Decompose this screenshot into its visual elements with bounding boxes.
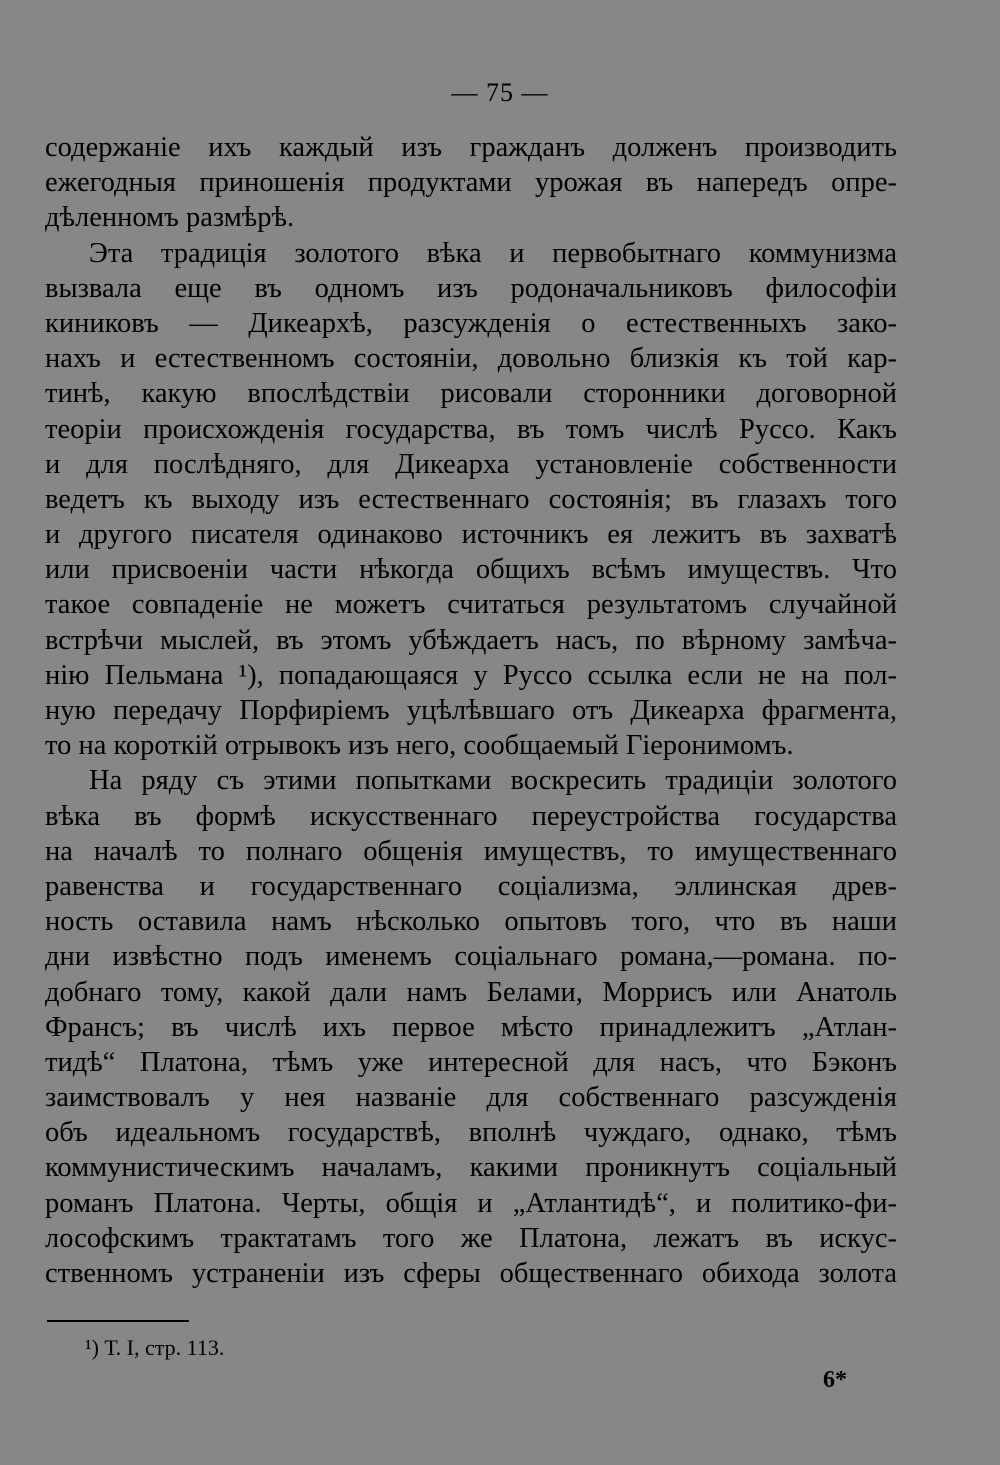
footnote: ¹) Т. I, стр. 113. xyxy=(85,1335,225,1360)
footnote-divider xyxy=(47,1320,189,1322)
text-line: ную передачу Порфиріемъ уцѣлѣвшаго отъ Дикеарха фрагмента, xyxy=(45,695,897,726)
text-line: дѣленномъ размѣрѣ. xyxy=(45,202,295,234)
text-line: и для послѣдняго, для Дикеарха установленіе собственности xyxy=(45,448,897,480)
text-line: тидѣ“ Платона, тѣмъ уже интересной для насъ, что Бэконъ xyxy=(45,1046,897,1078)
text-line: теоріи происхожденія государства, въ томъ числѣ Руссо. Какъ xyxy=(45,413,897,445)
page-number: — 75 — xyxy=(451,78,549,107)
body-text xyxy=(45,130,897,1291)
printer-signature-mark: 6* xyxy=(823,1367,847,1393)
text-line: лософскимъ трактатамъ того же Платона, лежатъ въ искус- xyxy=(45,1222,897,1254)
text-line: нію Пельмана ¹), попадающаяся у Руссо ссылка если не на пол- xyxy=(45,659,897,691)
text-line: На ряду съ этими попытками воскресить традиціи золотого xyxy=(89,765,897,797)
text-line: дни извѣстно подъ именемъ соціальнаго романа,—романа. по- xyxy=(45,941,897,973)
text-line: встрѣчи мыслей, въ этомъ убѣждаетъ насъ, по вѣрному замѣча- xyxy=(45,624,897,656)
text-line: романъ Платона. Черты, общія и „Атлантидѣ“, и политико-фи- xyxy=(45,1187,897,1219)
text-line: и другого писателя одинаково источникъ ея лежитъ въ захватѣ xyxy=(45,519,897,551)
text-line: нахъ и естественномъ состояніи, довольно близкія къ той кар- xyxy=(45,343,897,375)
text-line: киниковъ — Дикеархѣ, разсужденія о естественныхъ зако- xyxy=(45,307,897,339)
text-line: Франсъ; въ числѣ ихъ первое мѣсто принадлежитъ „Атлан- xyxy=(45,1011,897,1043)
text-line: заимствовалъ у нея названіе для собственнаго разсужденія xyxy=(45,1082,897,1114)
text-line: ежегодныя приношенія продуктами урожая въ напередъ опре- xyxy=(45,167,897,199)
text-line: ведетъ къ выходу изъ естественнаго состоянія; въ глазахъ того xyxy=(45,483,897,515)
text-line: то на короткій отрывокъ изъ него, сообщаемый Гіеронимомъ. xyxy=(45,730,794,762)
text-line: на началѣ то полнаго общенія имуществъ, то имущественнаго xyxy=(45,835,897,867)
text-line: или присвоеніи части нѣкогда общихъ всѣмъ имуществъ. Что xyxy=(45,554,897,586)
text-line: содержаніе ихъ каждый изъ гражданъ долженъ производить xyxy=(45,132,897,163)
text-line: ность оставила намъ нѣсколько опытовъ того, что въ наши xyxy=(45,906,897,938)
text-line: объ идеальномъ государствѣ, вполнѣ чуждаго, однако, тѣмъ xyxy=(45,1117,897,1149)
text-line: коммунистическимъ началамъ, какими проникнутъ соціальный xyxy=(45,1152,897,1184)
text-line: равенства и государственнаго соціализма, эллинская древ- xyxy=(45,870,897,902)
text-line: добнаго тому, какой дали намъ Белами, Моррисъ или Анатоль xyxy=(45,976,897,1008)
text-line: тинѣ, какую впослѣдствіи рисовали сторонники договорной xyxy=(45,378,897,410)
text-line: ственномъ устраненіи изъ сферы общественнаго обихода золота xyxy=(45,1258,897,1289)
text-line: вызвала еще въ одномъ изъ родоначальниковъ философіи xyxy=(45,272,897,304)
text-line: такое совпаденіе не можетъ считаться результатомъ случайной xyxy=(45,589,897,621)
text-line: вѣка въ формѣ искусственнаго переустройства государства xyxy=(45,800,897,832)
text-line: Эта традиція золотого вѣка и первобытнаго коммунизма xyxy=(89,237,897,269)
